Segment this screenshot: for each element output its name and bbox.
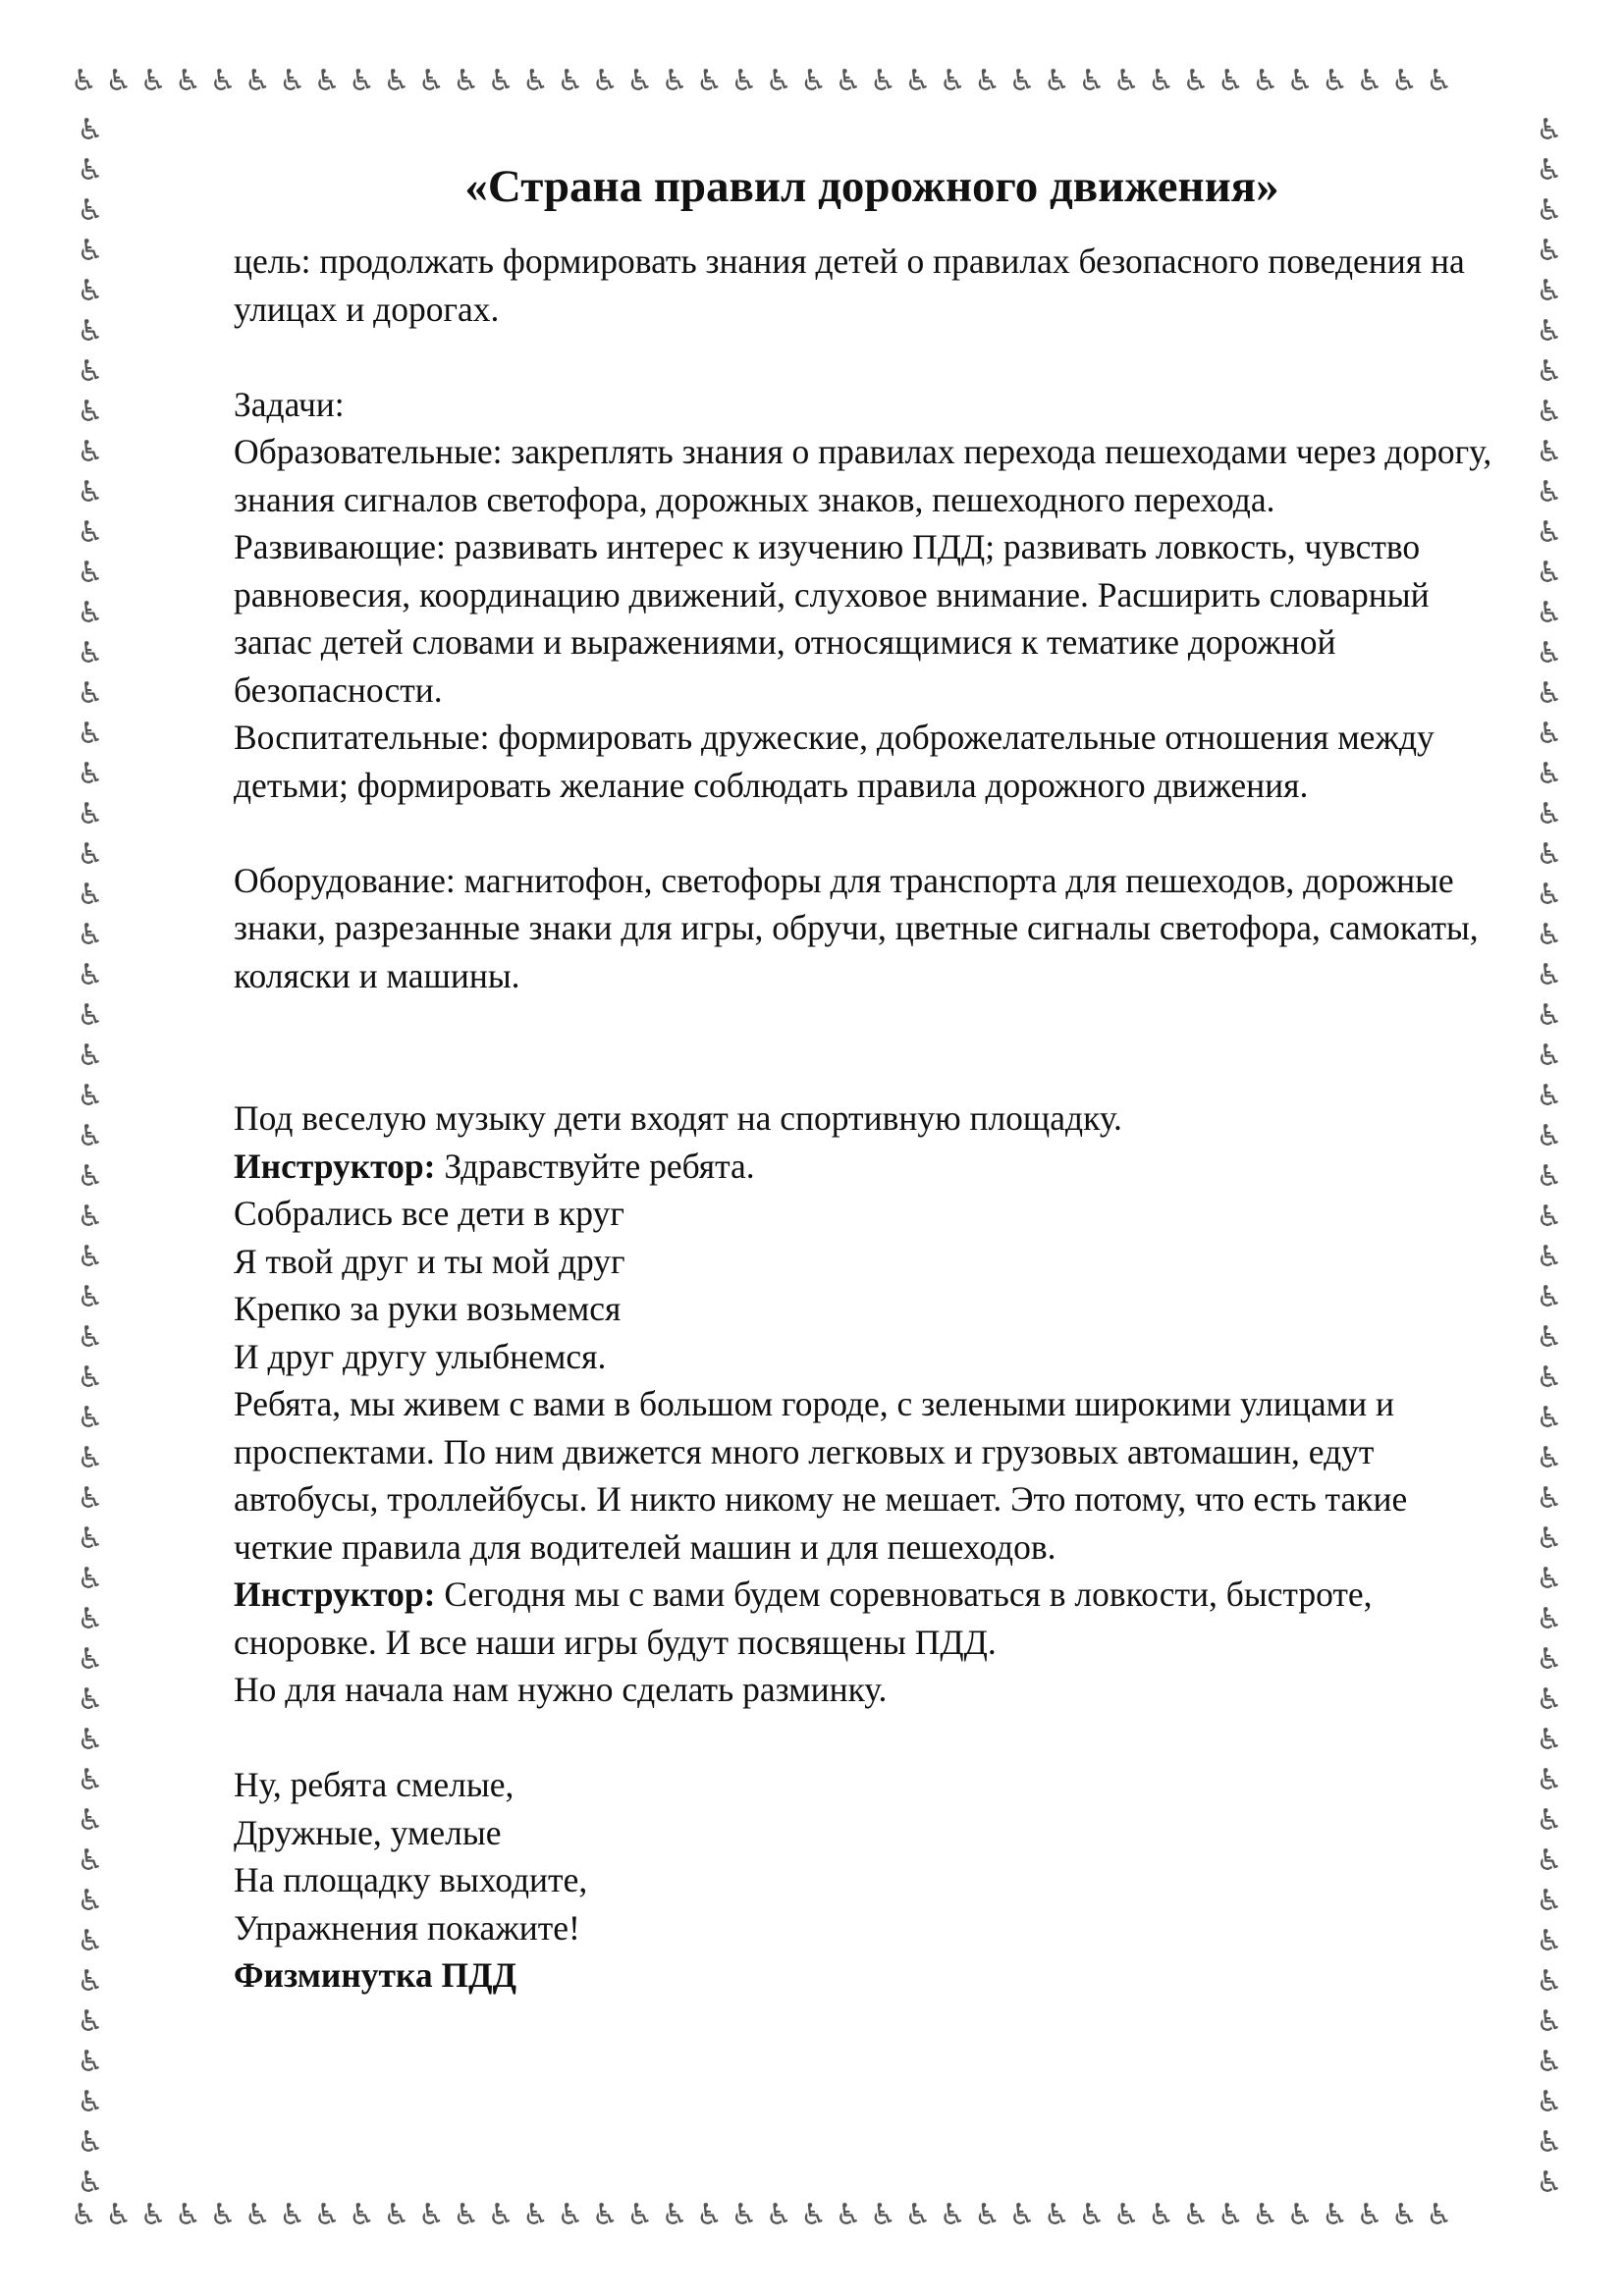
instructor-announcement [234, 1571, 1510, 1666]
closing-heading [234, 1951, 1510, 2000]
document-body [234, 157, 1510, 2000]
poem-line: И друг другу улыбнемся. [234, 1336, 607, 1376]
border-left: ♿♿♿♿♿♿♿♿♿♿♿♿♿♿♿♿♿♿♿♿♿♿♿♿♿♿♿♿♿♿♿♿♿♿♿♿♿♿♿♿♿♿♿♿♿♿♿♿♿♿♿♿ [77, 113, 104, 2200]
upbringing-tasks: Воспитательные: формировать дружеские, доброжелательные отношения между детьми; формировать желание соблюдать правила дорожного движения. [234, 718, 1435, 805]
poem-line: Упражнения покажите! [234, 1907, 580, 1948]
speaker-label: Инструктор: [234, 1575, 436, 1614]
speaker-text: Здравствуйте ребята. [435, 1146, 755, 1186]
poem-line: Я твой друг и ты мой друг [234, 1241, 625, 1281]
developing-tasks: Развивающие: развивать интерес к изучению ПДД; развивать ловкость, чувство равновесия, координацию движений, слуховое внимание. Расширить словарный запас детей словами и выражениями, относящимися к тематике дорожной безопасности. [234, 527, 1430, 710]
closing-heading-text: Физминутка ПДД [234, 1955, 516, 1995]
equipment-paragraph: Оборудование: магнитофон, светофоры для транспорта для пешеходов, дорожные знаки, разрезанные знаки для игры, обручи, цветные сигналы светофора, самокаты, коляски и машины. [234, 860, 1479, 995]
educational-tasks: Образовательные: закреплять знания о правилах перехода пешеходами через дорогу, знания сигналов светофора, дорожных знаков, пешеходного перехода. [234, 432, 1492, 519]
speaker-label: Инструктор: [234, 1146, 436, 1186]
document-title: «Страна правил дорожного движения» [464, 161, 1279, 212]
goal-paragraph: цель: продолжать формировать знания детей о правилах безопасного поведения на улицах и дорогах. [234, 241, 1465, 329]
poem-line: Ну, ребята смелые, [234, 1765, 514, 1804]
border-top: ♿♿♿♿♿♿♿♿♿♿♿♿♿♿♿♿♿♿♿♿♿♿♿♿♿♿♿♿♿♿♿♿♿♿♿♿♿♿♿♿ [71, 67, 1461, 98]
border-bottom: ♿♿♿♿♿♿♿♿♿♿♿♿♿♿♿♿♿♿♿♿♿♿♿♿♿♿♿♿♿♿♿♿♿♿♿♿♿♿♿♿ [71, 2201, 1461, 2232]
intro-line: Под веселую музыку дети входят на спортивную площадку. [234, 1098, 1122, 1138]
poem-line: На площадку выходите, [234, 1860, 588, 1899]
tasks-heading: Задачи: [234, 384, 345, 424]
poem-line: Крепко за руки возьмемся [234, 1289, 622, 1328]
instructor-greeting [234, 1143, 1510, 1191]
speaker-text: Сегодня мы с вами будем соревноваться в ловкости, быстроте, сноровке. И все наши игры будут посвящены ПДД. [234, 1575, 1373, 1662]
city-paragraph: Ребята, мы живем с вами в большом городе, с зелеными широкими улицами и проспектами. По ним движется много легковых и грузовых автомашин, едут автобусы, троллейбусы. И никто никому не мешает. Это потому, что есть такие четкие правила для водителей машин и для пешеходов. [234, 1384, 1408, 1567]
warmup-line: Но для начала нам нужно сделать разминку. [234, 1670, 888, 1709]
border-right: ♿♿♿♿♿♿♿♿♿♿♿♿♿♿♿♿♿♿♿♿♿♿♿♿♿♿♿♿♿♿♿♿♿♿♿♿♿♿♿♿♿♿♿♿♿♿♿♿♿♿♿♿ [1536, 113, 1563, 2200]
poem-line: Собрались все дети в круг [234, 1194, 624, 1233]
poem-line: Дружные, умелые [234, 1812, 502, 1852]
